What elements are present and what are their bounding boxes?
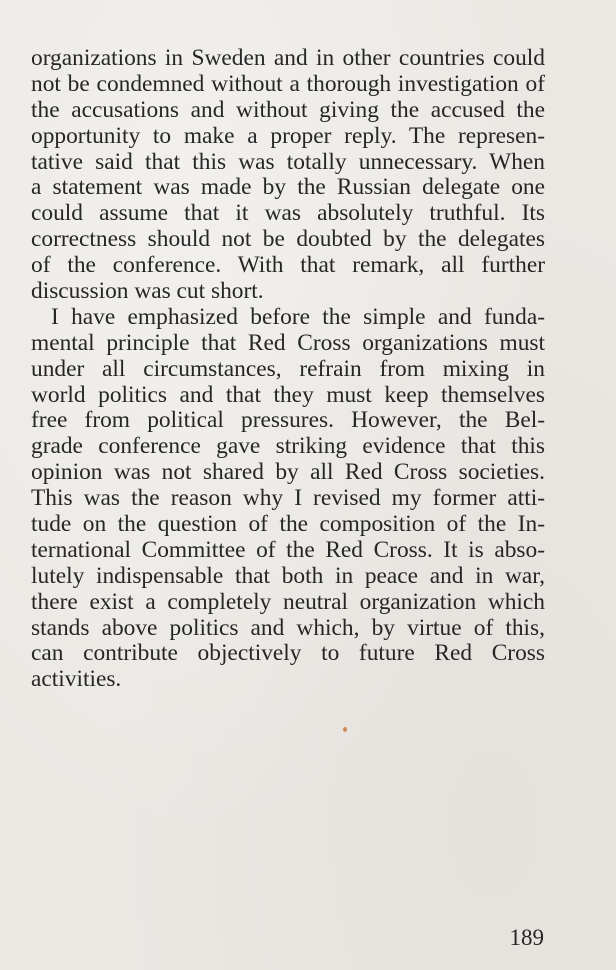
text-line: organizations in Sweden and in other countries could <box>31 46 545 71</box>
text-line: can contribute objectively to future Red Cross <box>31 641 545 667</box>
text-line: tative said that this was totally unnecessary. When <box>31 149 545 175</box>
paragraph-first-line: I have emphasized before the simple and funda- <box>51 304 545 330</box>
text-line: tude on the question of the composition of the In- <box>31 512 545 538</box>
text-line: This was the reason why I revised my former atti- <box>31 486 545 512</box>
text-line: of the conference. With that remark, all further <box>31 253 545 279</box>
text-line: not be condemned without a thorough investigation of <box>31 71 545 97</box>
text-line: opportunity to make a proper reply. The represen- <box>31 123 545 149</box>
text-line: a statement was made by the Russian delegate one <box>31 175 545 201</box>
text-line: world politics and that they must keep themselves <box>31 382 545 408</box>
text-line: mental principle that Red Cross organizations must <box>31 330 545 356</box>
text-line: opinion was not shared by all Red Cross societies. <box>31 460 545 486</box>
text-line: correctness should not be doubted by the delegates <box>31 227 545 253</box>
text-line: ternational Committee of the Red Cross. It is abso- <box>31 537 545 563</box>
text-line: the accusations and without giving the accused the <box>31 97 545 123</box>
text-line: grade conference gave striking evidence that this <box>31 434 545 460</box>
text-line: discussion was cut short. <box>31 279 264 305</box>
text-line: stands above politics and which, by virtue of this, <box>31 615 545 641</box>
body-text <box>31 46 545 693</box>
paper-speck <box>343 727 347 732</box>
text-line: there exist a completely neutral organization which <box>31 589 545 615</box>
text-line: under all circumstances, refrain from mixing in <box>31 356 545 382</box>
page-number: 189 <box>509 925 544 950</box>
text-line: free from political pressures. However, the Bel- <box>31 408 545 434</box>
text-line: lutely indispensable that both in peace and in war, <box>31 563 545 589</box>
text-line: activities. <box>31 667 122 693</box>
text-line: could assume that it was absolutely truthful. Its <box>31 201 545 227</box>
